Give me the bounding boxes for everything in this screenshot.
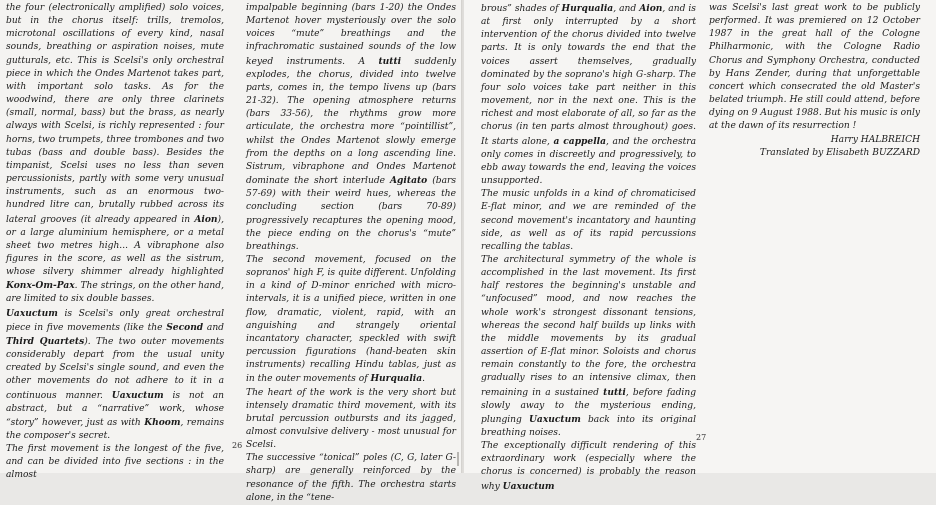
bold-term: Agitato (390, 175, 428, 187)
text-column-3 (481, 2, 697, 492)
paragraph: brous” shades of Hurqualia, and Aion, and is at first only interrupted by a short intervention of the chorus divided into twelve parts. It is only towards the end that the voices assert themselves, gradually dominated by the soprano's high G-sharp. The four solo voices take part neither in this movement, nor in the next one. This is the richest and most elaborate of all, so far as the chorus (in ten parts almost throughout) goes. It starts alone, a cappella, and the orchestra only comes in discreetly and progressively, to ebb away towards the end, leaving the voices unsupported. (481, 3, 696, 187)
paragraph: was Scelsi's last great work to be publicly performed. It was premiered on 12 October 1987 in the great hall of the Cologne Philharmonic, with the Cologne Radio Chorus and Symphony Orchestra, conducted by Hans Zender, during that unforgettable concert which consecrated the old Master's belated triumph. He still could attend, before dying on 9 August 1988. But his music is only at the dawn of its resurrection ! (709, 3, 920, 132)
bold-term: Aion (194, 213, 218, 225)
bold-term: Hurqualia (561, 3, 614, 14)
author-signature: Harry HALBREICH (830, 134, 920, 145)
translator-credit: Translated by Elisabeth BUZZARD (759, 147, 920, 158)
page-number-right: 27 (696, 433, 707, 442)
bold-term: Uaxuctum (111, 389, 164, 401)
right-page (464, 0, 936, 492)
text-column-1 (6, 2, 225, 481)
text-column-4 (709, 2, 920, 162)
paragraph: The first movement is the longest of the five, and can be divided into five sections : in the almost (6, 444, 224, 481)
bold-term: Hurqualia (370, 373, 423, 385)
bold-term: Second (166, 321, 204, 333)
text-column-2 (246, 2, 457, 503)
bold-term: a cappella (553, 135, 606, 147)
paragraph: impalpable beginning (bars 1-20) the Ondes Martenot hover mysteriously over the solo voices “mute” breathings and the infrachromatic sustained sounds of the low keyed instruments. A tutti suddenly explodes, the chorus, divided into twelve parts, comes in, the tempo livens up (bars 21-32). The opening atmosphere returns (bars 33-56), the rhythms grow more articulate, the orchestra more “pointillist”, whilst the Ondes Martenot slowly emerge from the depths on a long ascending line. Sistrum, vibraphone and Ondes Martenot dominate the short interlude Agitato (bars 57-69) with their weird hues, whereas the concluding section (bars 70-89) progressively recaptures the opening mood, the piece ending on the chorus's “mute” breathings. (246, 3, 457, 252)
bold-term: Uaxuctum (502, 480, 555, 492)
left-page (0, 0, 462, 503)
bold-term: Aion (639, 3, 663, 14)
paragraph: The architectural symmetry of the whole is accomplished in the last movement. Its first half restores the beginning's unstable and “unfocused” mood, and now reaches the whole work's strongest dissonant tensions, whereas the second half builds up links with the middle movements by its gradual assertion of E-flat minor. Soloists and chorus remain constantly to the fore, the orchestra gradually rises to an intensive climax, then remaining in a sustained tutti, before fading slowly away to the mysterious ending, plunging Uaxuctum back into its original breathing noises. (481, 254, 697, 438)
binding-mark (457, 452, 459, 466)
paragraph: The music unfolds in a kind of chromaticised E-flat minor, and we are reminded of the second movement's incantatory and haunting side, as well as of its rapid percussions recalling the tablas. (481, 189, 696, 252)
bold-term: tutti (378, 55, 402, 67)
bold-term: Third Quartets (6, 335, 85, 347)
paragraph: The exceptionally difficult rendering of this extraordinary work (especially where the chorus is concerned) is probably the reason why Uaxuctum (481, 441, 696, 492)
paragraph: The successive “tonical” poles (C, G, later G-sharp) are generally reinforced by the resonance of the fifth. The orchestra starts alone, in the “tene- (246, 453, 456, 503)
paragraph: Uaxuctum is Scelsi's only great orchestral piece in five movements (like the Second and Third Quartets). The two outer movements considerably depart from the usual unity created by Scelsi's single sound, and even the other movements do not adhere to it in a continuous manner. Uaxuctum is not an abstract, but a “narrative” work, whose “story” however, just as with Khoom, remains the composer's secret. (6, 307, 225, 441)
bold-term: Khoom (144, 416, 181, 428)
closing-paragraph (709, 2, 920, 134)
bold-term: Konx-Om-Pax (6, 280, 75, 292)
bold-term: Uaxuctum (529, 413, 581, 425)
paragraph: the four (electronically amplified) solo voices, but in the chorus itself: trills, tremolos, microtonal oscillations of every kind, nasal sounds, breathing or aspiration noises, mute gutturals, etc. This is Scelsi's only orchestral piece in which the Ondes Martenot takes part, with important solo tasks. As for the woodwind, there are only three clarinets (small, normal, bass) but the brass, as nearly always with Scelsi, is richly represented : four horns, two trumpets, three trombones and two tubas (bass and double bass). Besides the timpanist, Scelsi uses no less than seven percussionists, partly with some very unusual instruments, such as an enormous two-hundred litre can, brutally rubbed across its lateral grooves (it already appeared in Aion), or a large aluminium hemisphere, or a metal sheet two metres high... A vibraphone also figures in the score, as well as the sistrum, whose silvery shimmer already highlighted Konx-Om-Pax. The strings, on the other hand, are limited to six double basses. (6, 3, 224, 305)
page-number-left: 26 (232, 441, 243, 450)
bold-term: tutti (603, 386, 626, 398)
paragraph: The heart of the work is the very short but intensely dramatic third movement, with its brutal percussion outbursts and its jagged, almost convulsive delivery - most unusual for Scelsi. (246, 387, 456, 451)
bold-term: Uaxuctum (6, 307, 58, 319)
paragraph: The second movement, focused on the sopranos' high F, is quite different. Unfolding in a kind of D-minor enriched with micro-intervals, it is a unified piece, written in one flow, dramatic, violent, rapid, with an anguishing and strangely oriental incantatory character, speckled with swift percussion figurations (hand-beaten skin instruments) recalling Hindu tablas, just as in the outer movements of Hurqualia. (246, 254, 456, 385)
